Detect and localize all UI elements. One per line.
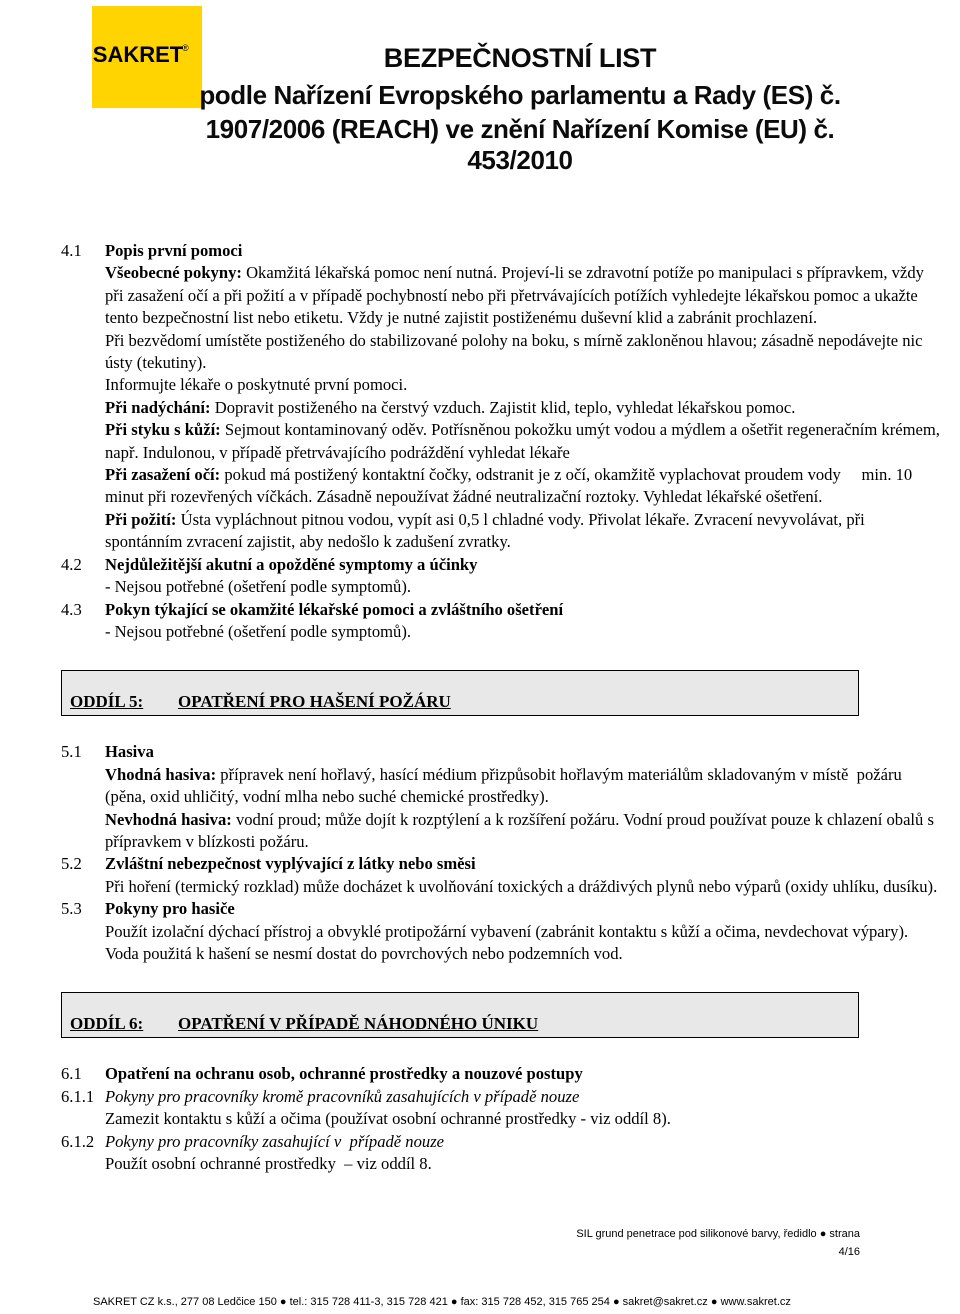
section-6-1 xyxy=(61,1063,941,1085)
paragraph xyxy=(105,809,941,854)
phone: tel.: 315 728 411-3, 315 728 421 xyxy=(289,1296,448,1308)
paragraph: Informujte lékaře o poskytnuté první pomoci. xyxy=(105,375,408,395)
section-number: 6.1.1 xyxy=(61,1086,95,1106)
page-number: 4/16 xyxy=(838,1246,860,1258)
section-5-1 xyxy=(61,741,941,853)
section-number: 6.1.2 xyxy=(61,1131,95,1151)
paragraph: Zamezit kontaktu s kůží a očima (používat osobní ochranné prostředky - viz oddíl 8). xyxy=(105,1109,671,1129)
section-number: 5.2 xyxy=(61,854,82,874)
document-body xyxy=(61,240,941,1175)
paragraph xyxy=(105,509,941,554)
section-4-3 xyxy=(61,599,941,644)
label: Při požití: xyxy=(105,509,177,529)
section-number: 4.2 xyxy=(61,554,82,574)
section-number: 5.3 xyxy=(61,899,82,919)
section-number: 4.3 xyxy=(61,599,82,619)
doc-subtitle-1: podle Nařízení Evropského parlamentu a Rady (ES) č. xyxy=(199,80,841,110)
section-number: 5.1 xyxy=(61,742,82,762)
footer-product xyxy=(576,1228,860,1240)
paragraph: Při bezvědomí umístěte postiženého do stabilizované polohy na boku, s mírně zakloněnou hlavou; zásadně nepodávejte nic ústy (tekutiny). xyxy=(105,330,923,373)
banner-number: ODDÍL 6: xyxy=(70,1014,144,1034)
section-4-2 xyxy=(61,554,941,599)
text: Sejmout kontaminovaný oděv. Potřísněnou pokožku umýt vodou a mýdlem a ošetřit regeneračním krémem, např. Indulonou, v případě přetrvávajícího podráždění vyhledat lékaře xyxy=(105,420,940,462)
bullet-icon: ● xyxy=(279,1296,287,1308)
product-name: SIL grund penetrace pod silikonové barvy, ředidlo xyxy=(576,1228,817,1240)
banner-title: OPATŘENÍ PRO HAŠENÍ POŽÁRU xyxy=(178,692,451,712)
paragraph: Při hoření (termický rozklad) může docházet k uvolňování toxických a dráždivých plynů nebo výparů (oxidy uhlíku, dusíku). xyxy=(105,876,938,896)
paragraph xyxy=(105,397,941,419)
section-heading: Pokyny pro pracovníky zasahující v případě nouze xyxy=(105,1131,445,1151)
page-word: strana xyxy=(829,1228,860,1240)
section-heading: Hasiva xyxy=(105,742,154,762)
paragraph xyxy=(105,262,941,329)
paragraph: - Nejsou potřebné (ošetření podle symptomů). xyxy=(105,621,411,641)
footer-contacts xyxy=(93,1296,791,1308)
email-link[interactable]: sakret@sakret.cz xyxy=(622,1296,708,1308)
paragraph xyxy=(105,419,941,464)
section-heading: Pokyny pro pracovníky kromě pracovníků zasahujících v případě nouze xyxy=(105,1086,580,1106)
section-number: 4.1 xyxy=(61,241,82,260)
label: Nevhodná hasiva: xyxy=(105,809,232,829)
section-heading: Zvláštní nebezpečnost vyplývající z látky nebo směsi xyxy=(105,854,476,874)
bullet-icon: ● xyxy=(450,1296,458,1308)
fax: fax: 315 728 452, 315 765 254 xyxy=(460,1296,610,1308)
section-4-1 xyxy=(61,240,941,554)
paragraph: Použít osobní ochranné prostředky – viz oddíl 8. xyxy=(105,1154,432,1173)
logo-text: SAKRET xyxy=(92,42,184,67)
bullet-icon: ● xyxy=(710,1296,718,1308)
paragraph: Použít izolační dýchací přístroj a obvyklé protipožární vybavení (zabránit kontaktu s kůží a očima, nevdechovat výpary). Voda použitá k hašení se nesmí dostat do povrchových nebo podzemních vod. xyxy=(105,921,909,963)
section-5-2 xyxy=(61,853,941,898)
label: Všeobecné pokyny: xyxy=(105,263,242,283)
paragraph: - Nejsou potřebné (ošetření podle symptomů). xyxy=(105,577,411,597)
banner-number: ODDÍL 5: xyxy=(70,692,144,712)
bullet-icon: ● xyxy=(612,1296,620,1308)
section-5-3 xyxy=(61,898,941,965)
text: Ústa vypláchnout pitnou vodou, vypít asi 0,5 l chladné vody. Přivolat lékaře. Zvracení nevyvolávat, při spontánním zvracení zajistit, aby nedošlo k zadušení zvratky. xyxy=(105,509,865,552)
section-heading: Popis první pomoci xyxy=(105,241,243,260)
doc-subtitle-2: 1907/2006 (REACH) ve znění Nařízení Komise (EU) č. 453/2010 xyxy=(205,114,835,175)
logo-registered-mark: ® xyxy=(182,43,189,53)
label: Při styku s kůží: xyxy=(105,420,221,440)
section-heading: Pokyn týkající se okamžité lékařské pomoci a zvláštního ošetření xyxy=(105,599,564,619)
section-heading: Pokyny pro hasiče xyxy=(105,899,235,919)
text: Okamžitá lékařská pomoc není nutná. Projeví-li se zdravotní potíže po manipulaci s přípravkem, vždy při zasažení očí a při požití a v případě pochybností nebo při přetrvávajících potížích vyhledejte lékařskou pomoc a ukažte tento bezpečnostní list nebo etiketu. Vždy je nutné zajistit postiženému duševní klid a zabránit prochlazení. xyxy=(105,263,924,328)
bullet-icon: ● xyxy=(819,1228,827,1240)
website-link[interactable]: www.sakret.cz xyxy=(720,1296,791,1308)
label: Při nadýchání: xyxy=(105,397,211,417)
text: Dopravit postiženého na čerstvý vzduch. Zajistit klid, teplo, vyhledat lékařskou pomoc. xyxy=(210,397,796,417)
paragraph xyxy=(105,464,941,509)
section-number: 6.1 xyxy=(61,1064,82,1084)
section-6-1-1 xyxy=(61,1086,941,1131)
section-6-1-2 xyxy=(61,1131,941,1176)
section-heading: Nejdůležitější akutní a opožděné symptomy a účinky xyxy=(105,554,478,574)
text: přípravek není hořlavý, hasící médium přizpůsobit hořlavým materiálům skladovaným v místě požáru (pěna, oxid uhličitý, vodní mlha nebo suché chemické prostředky). xyxy=(105,764,906,807)
section-5-banner xyxy=(61,670,859,716)
text: pokud má postižený kontaktní čočky, odstranit je z očí, okamžitě vyplachovat proudem vody min. 10 minut při rozevřených víčkách. Zásadně nepoužívat žádné neutralizační roztoky. Vyhledat lékařské ošetření. xyxy=(105,465,917,507)
company-address: SAKRET CZ k.s., 277 08 Ledčice 150 xyxy=(93,1296,277,1308)
paragraph xyxy=(105,764,941,809)
label: Při zasažení očí: xyxy=(105,465,221,485)
section-6-banner xyxy=(61,992,859,1038)
label: Vhodná hasiva: xyxy=(105,764,217,784)
doc-title: BEZPEČNOSTNÍ LIST xyxy=(383,43,657,73)
banner-title: OPATŘENÍ V PŘÍPADĚ NÁHODNÉHO ÚNIKU xyxy=(178,1014,539,1034)
section-heading: Opatření na ochranu osob, ochranné prostředky a nouzové postupy xyxy=(105,1064,583,1084)
text: vodní proud; může dojít k rozptýlení a k rozšíření požáru. Vodní proud používat pouze k chlazení obalů s přípravkem v blízkosti požáru. xyxy=(105,809,934,851)
